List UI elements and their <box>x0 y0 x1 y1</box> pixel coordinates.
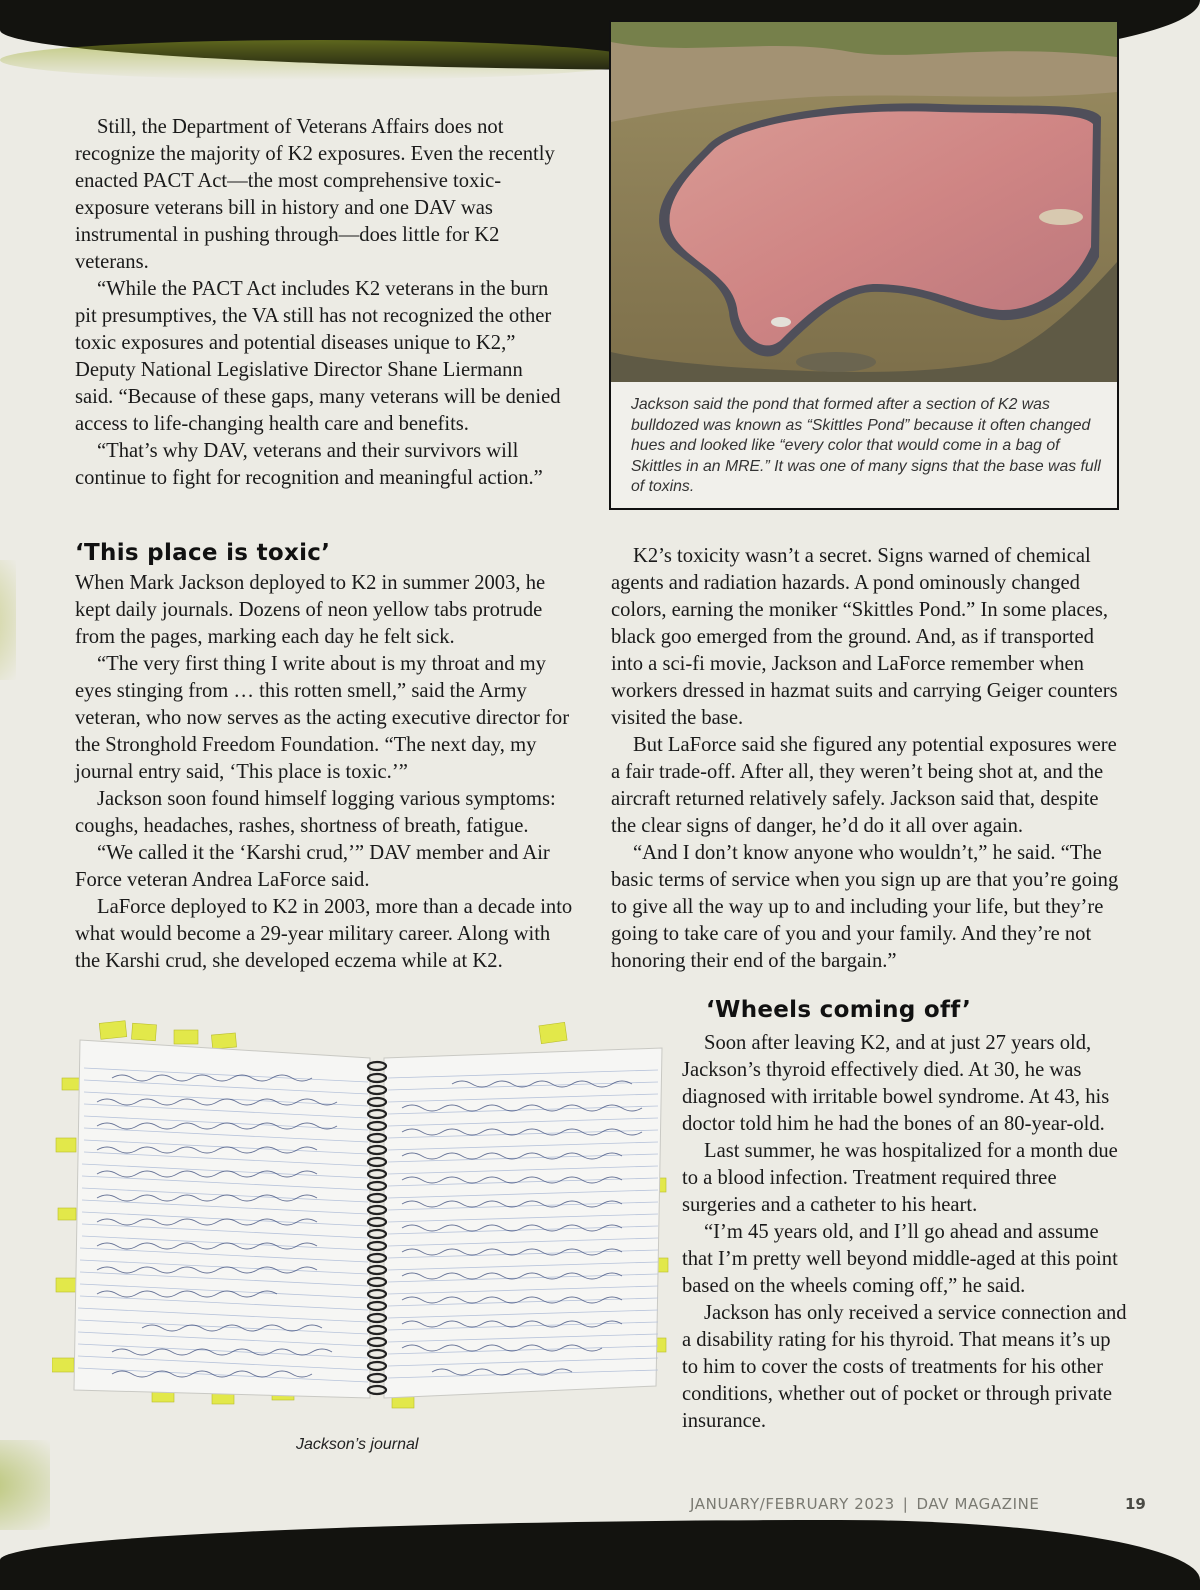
pond-photo-box <box>609 20 1119 510</box>
intro-paragraph: “That’s why DAV, veterans and their survivors will continue to fight for recognition and meaningful action.” <box>75 440 543 489</box>
page-number: 19 <box>1125 1495 1146 1513</box>
wheels-paragraph: Jackson has only received a service connection and a disability rating for his thyroid. That means it’s up to him to cover the costs of treatments for his other conditions, whether out of pocket or through private insurance. <box>682 1302 1127 1432</box>
intro-paragraph: Still, the Department of Veterans Affairs does not recognize the majority of K2 exposures. Even the recently enacted PACT Act—the most comprehensive toxic-exposure veterans bill in history and one DAV was instrumental in pushing through—does little for K2 veterans. <box>75 116 555 273</box>
footer-issue: JANUARY/FEBRUARY 2023 <box>690 1495 895 1513</box>
wheels-paragraph: Soon after leaving K2, and at just 27 years old, Jackson’s thyroid effectively died. At 30, he was diagnosed with irritable bowel syndrome. At 43, his doctor told him he had the bones of an 80-year-old. <box>682 1032 1110 1135</box>
section-heading-wheels: ‘Wheels coming off’ <box>706 997 972 1023</box>
intro-paragraph: “While the PACT Act includes K2 veterans in the burn pit presumptives, the VA still has not recognized the other toxic exposures and potential diseases unique to K2,” Deputy National Legislative Director Shane Liermann said. “Because of these gaps, many veterans will be denied access to life-changing health care and benefits. <box>75 278 561 435</box>
toxic-paragraph: “And I don’t know anyone who wouldn’t,” he said. “The basic terms of service when you sign up are that you’re going to give all the way up to and including your life, but they’re going to take care of you and your family. And they’re not honoring their end of the bargain.” <box>611 842 1119 972</box>
left-grunge-splash <box>0 560 16 680</box>
toxic-paragraph: K2’s toxicity wasn’t a secret. Signs warned of chemical agents and radiation hazards. A pond ominously changed colors, earning the moniker “Skittles Pond.” In some places, black goo emerged from the ground. And, as if transported into a sci-fi movie, Jackson and LaForce remember when workers dressed in hazmat suits and carrying Geiger counters visited the base. <box>611 545 1118 729</box>
journal-photo-caption: Jackson’s journal <box>296 1436 419 1453</box>
bottom-grunge-border <box>0 1520 1200 1590</box>
toxic-paragraph: Jackson soon found himself logging various symptoms: coughs, headaches, rashes, shortness of breath, fatigue. <box>75 788 556 837</box>
toxic-paragraph: But LaForce said she figured any potential exposures were a fair trade-off. After all, they weren’t being shot at, and the aircraft returned relatively safely. Jackson said that, despite the clear signs of danger, he’d do it all over again. <box>611 734 1117 837</box>
wheels-column <box>682 1030 1127 1435</box>
toxic-paragraph: LaForce deployed to K2 in 2003, more than a decade into what would become a 29-year military career. Along with the Karshi crud, she developed eczema while at K2. <box>75 896 573 972</box>
footer-separator: | <box>902 1495 909 1513</box>
intro-column <box>75 114 565 492</box>
section-heading-toxic: ‘This place is toxic’ <box>75 540 331 566</box>
skittles-pond-photo <box>611 22 1117 382</box>
toxic-paragraph: When Mark Jackson deployed to K2 in summer 2003, he kept daily journals. Dozens of neon yellow tabs protrude from the pages, marking each day he felt sick. <box>75 572 546 648</box>
pond-photo-caption: Jackson said the pond that formed after a section of K2 was bulldozed was known as “Skittles Pond” because it often changed hues and looked like “every color that would come in a bag of Skittles in an MRE.” It was one of many signs that the base was full of toxins. <box>631 396 1101 496</box>
top-grunge-glow <box>0 40 640 80</box>
footer-magazine: DAV MAGAZINE <box>916 1495 1040 1513</box>
wheels-paragraph: “I’m 45 years old, and I’ll go ahead and assume that I’m pretty well beyond middle-aged at this point based on the wheels coming off,” he said. <box>682 1221 1118 1297</box>
wheels-paragraph: Last summer, he was hospitalized for a month due to a blood infection. Treatment required three surgeries and a catheter to his heart. <box>682 1140 1118 1216</box>
page-footer <box>690 1495 1040 1513</box>
toxic-right-column <box>611 543 1126 975</box>
toxic-paragraph: “We called it the ‘Karshi crud,’” DAV member and Air Force veteran Andrea LaForce said. <box>75 842 550 891</box>
toxic-paragraph: “The very first thing I write about is my throat and my eyes stinging from … this rotten smell,” said the Army veteran, who now serves as the acting executive director for the Stronghold Freedom Foundation. “The next day, my journal entry said, ‘This place is toxic.’” <box>75 653 570 783</box>
spiral-binding <box>368 1062 386 1394</box>
journal-photo <box>52 1018 672 1418</box>
toxic-left-column <box>75 570 575 975</box>
left-bottom-grunge-splash <box>0 1440 50 1530</box>
